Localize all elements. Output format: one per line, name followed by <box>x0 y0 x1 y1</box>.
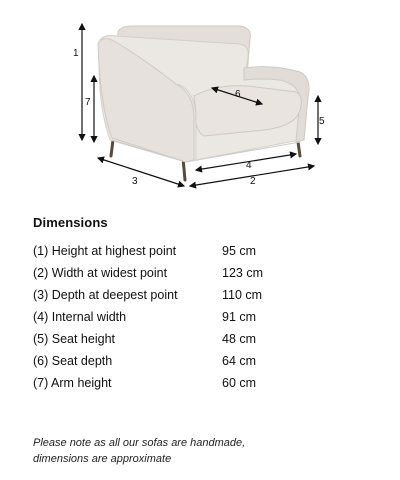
handmade-note-line-2: dimensions are approximate <box>33 453 172 465</box>
dim-line-3 <box>98 158 184 186</box>
handmade-note <box>33 435 373 467</box>
handmade-note-line-1: Please note as all our sofas are handmade, <box>33 437 246 449</box>
dim-label-3: 3 <box>132 176 138 187</box>
dim-label-4: 4 <box>246 160 252 171</box>
dim-label-5: 5 <box>319 116 325 127</box>
dimension-value: 91 cm <box>222 310 257 324</box>
dimension-value: 123 cm <box>222 266 263 280</box>
dimension-value: 110 cm <box>222 288 263 302</box>
dimension-label: (5) Seat height <box>33 332 115 346</box>
dimension-label: (1) Height at highest point <box>33 244 177 258</box>
dimension-label: (3) Depth at deepest point <box>33 288 178 302</box>
sofa-dimension-diagram <box>0 0 400 200</box>
dimension-value: 64 cm <box>222 354 257 368</box>
dimension-label: (4) Internal width <box>33 310 127 324</box>
sofa-illustration <box>0 0 400 200</box>
dimensions-heading: Dimensions <box>33 215 108 230</box>
dim-label-2: 2 <box>250 176 256 187</box>
dimension-label: (2) Width at widest point <box>33 266 168 280</box>
dim-label-6: 6 <box>235 89 241 100</box>
dimension-value: 95 cm <box>222 244 257 258</box>
dim-label-7: 7 <box>85 97 91 108</box>
dimension-value: 60 cm <box>222 376 257 390</box>
dimension-label: (7) Arm height <box>33 376 112 390</box>
dim-label-1: 1 <box>73 48 79 59</box>
dimension-value: 48 cm <box>222 332 257 346</box>
dimension-label: (6) Seat depth <box>33 354 113 368</box>
